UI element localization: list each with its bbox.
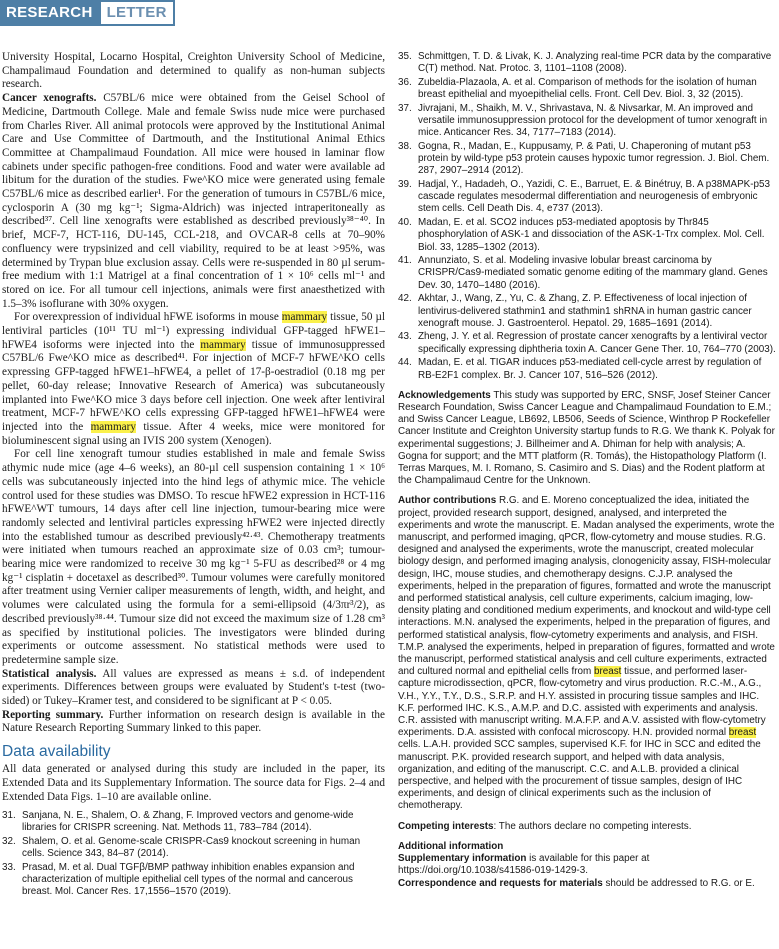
overexpression-text-b: tissue, 50 µl lentiviral particles (10¹¹ TU ml⁻¹) expressing individual GFP-tagged hFWE1–hFWE4 isoforms were injected into the [2,311,385,351]
reference-item [2,836,385,860]
overexpression-text-d: tissue. After 4 weeks, mice were monitored for bioluminescent signal using an IVIS 200 system (Xenogen). [2,420,386,447]
reference-number: 44. [398,357,412,369]
highlight-breast-1: breast [593,666,622,678]
reference-text: Shalem, O. et al. Genome-scale CRISPR-Cas9 knockout screening in human cells. Science 343, 84–87 (2014). [22,836,361,860]
reference-number: 37. [398,102,412,114]
competing-interests-text: : The authors declare no competing interests. [493,820,692,832]
journal-header [0,0,175,26]
reference-text: Zubeldia-Plazaola, A. et al. Comparison of methods for the isolation of human breast epithelial and myoepithelial cells. Front. Cell Dev. Biol. 3, 32 (2015). [418,76,757,101]
left-column [2,51,385,900]
reference-number: 35. [398,51,412,62]
reference-item [398,141,776,178]
author-contributions-title: Author contributions [398,495,497,507]
research-label: RESEARCH [0,0,99,26]
reference-item [2,810,385,834]
reference-number: 33. [2,862,16,874]
author-contributions-text-a: R.G. and E. Moreno conceptualized the idea, initiated the project, provided research support, designed, analysed, and interpreted the experiments and wrote the manuscript. E. Madan analysed the experiments, wrote the manuscript, and performed imaging, qPCR, flow-cytometry and mouse studies. R.G. designed and analysed the experiments, wrote the manuscript, created molecular biology design, and performed imaging analysis, clonogenicity assay, FISH-molecular design, IHC, mouse studies, and chemotherapy designs. C.J.P. analysed the experiments, helped in the preparation of figures, formatted and wrote the manuscript and performed statistical analysis, cell culture experiments, calcium imaging, low-density plating and conditioned medium experiments, and knockout and wild-type cell interactions. M.N. analysed the experiments, helped in the preparation of figures, and performed statistical analysis, flow-cytometry experiments and analysis, and FISH. T.M.P. analysed the experiments, helped in preparation of figures, formatted and wrote the manuscript, performed statistical analysis and cell culture experiments, extracted and cultured normal and epithelial cells from [398,495,775,678]
competing-interests-title: Competing interests [398,820,494,832]
competing-interests-block [398,821,776,833]
reference-text: Jivrajani, M., Shaikh, M. V., Shrivastava, N. & Nivsarkar, M. An improved and versatile immunosuppression protocol for the development of tumor xenograft in mice. Anticancer Res. 34, 7177–7183 (2014). [418,102,768,139]
reference-item [398,103,776,140]
statistics-paragraph [2,668,385,709]
reference-number: 38. [398,140,412,152]
reference-number: 32. [2,836,16,848]
reference-text: Schmittgen, T. D. & Livak, K. J. Analyzing real-time PCR data by the comparative C(T) method. Nat. Protoc. 3, 1101–1108 (2008). [418,51,772,75]
reporting-text: Further information on research design is available in the Nature Research Reporting Summary linked to this paper. [2,708,385,735]
highlight-mammary-2: mammary [200,338,246,351]
reference-text: Annunziato, S. et al. Modeling invasive lobular breast carcinoma by CRISPR/Cas9-mediated somatic genome editing of the mammary gland. Genes Dev. 30, 1470–1480 (2016). [418,255,768,291]
acknowledgements-block [398,390,776,488]
data-availability-text: All data generated or analysed during this study are included in the paper, its Extended Data and its Supplementary Information. The source data for Figs. 2–4 and Extended Data Figs. 1–10 are available online. [2,763,385,803]
reference-item [2,862,385,899]
methods-text [2,51,385,736]
reference-text: Prasad, M. et al. Dual TGFβ/BMP pathway inhibition enables expansion and characterization of multiple epithelial cell types of the normal and cancerous breast. Mol. Cancer Res. 17,1556–1570 (2019). [22,862,355,898]
xenografts-paragraph [2,92,385,311]
reference-number: 41. [398,255,412,267]
highlight-breast-2: breast [728,727,757,739]
reference-item [398,255,776,292]
statistics-title: Statistical analysis. [2,667,97,680]
reference-text: Madan, E. et al. SCO2 induces p53-mediated apoptosis by Thr845 phosphorylation of ASK-1 and dissociation of the ASK-1-Trx complex. Mol. Cell. Biol. 33, 1285–1302 (2013). [418,217,765,253]
right-reference-list [398,51,776,382]
author-contributions-block [398,495,776,812]
reference-text: Sanjana, N. E., Shalem, O. & Zhang, F. Improved vectors and genome-wide libraries for CRISPR screening. Nat. Methods 11, 783–784 (2014). [22,810,354,834]
additional-information-block [398,841,776,890]
author-contributions-text-c: cells. L.A.H. provided SCC samples, supervised K.F. for IHC in SCC and edited the manuscript. P.K. provided research support, and helped with data analysis, organization, and editing of the manuscript. C.C. and A.L.B. provided a clinical perspective, and helped with the procurement of tissue samples, design of IHC experiments, and design of clinical experiments such as the inclusion of chemotherapy. [398,739,761,812]
reporting-paragraph [2,709,385,736]
additional-information-title: Additional information [398,840,504,852]
reference-number: 42. [398,293,412,305]
left-reference-list [2,810,385,898]
reference-number: 39. [398,179,412,191]
highlight-mammary-1: mammary [281,311,328,324]
reference-item [398,179,776,216]
xenografts-text: C57BL/6 mice were obtained from the Geisel School of Medicine, Dartmouth College. Male and female Swiss nude mice were purchased from Charles River. All animal protocols were approved by the Institutional Animal Care and Use Committee of Dartmouth, and the Institutional Animal Ethics Committee at Champalimaud Foundation. All mice were housed in laminar flow cabinets under specific pathogen-free conditions. Food and water were available ad libitum for the duration of the studies. Fwe^KO mice were generated using female C57BL/6 mice as described earlier¹. For the generation of tumours in C57BL/6 mice, cyclosporin A (30 mg kg⁻¹; Sigma-Aldrich) was injected intraperitoneally as described³⁷. Cell line xenografts were established as described previously³⁸⁻⁴⁰. In brief, MCF-7, HCT-116, DU-145, CCL-218, and OVCAR-8 cells at 70–90% confluency were trypsinized and cell viability, required to be at least >95%, was determined by Trypan blue exclusion assay. Cells were re-suspended in 80 µl serum-free medium with 1:1 Matrigel at a final concentration of 1 × 10⁶ cells ml⁻¹ and stored on ice. For all tumour cell injections, animals were first anaesthetized with 1.5–3% isoflurane with 30% oxygen. [2,92,386,310]
reference-item [398,357,776,381]
correspondence-text: should be addressed to R.G. or E. [605,877,755,889]
acknowledgements-text: This study was supported by ERC, SNSF, Josef Steiner Cancer Research Foundation, Swiss Cancer League and Champalimaud Foundation to E.M.; and Swiss Cancer League, LB692, LB506, Seeds of Science, Winthrop P Rockefeller Cancer Institute and Creighton University startup funds to R.G. We thank K. Polyak for experimental suggestions; J. Billheimer and A. Dhiman for help with analysis; A. Gogna for support; and the MTT platform (R. Tomás), the Histopathology Platform (I. Terras Marques, M. I. Romano, S. Casimiro and S. Dias) and the Rodent platform at the Champalimaud Centre for the Unknown. [398,389,775,487]
reporting-title: Reporting summary. [2,708,104,721]
reference-number: 31. [2,810,16,822]
letter-label: LETTER [99,0,175,26]
methods-intro-tail: University Hospital, Locarno Hospital, Creighton University School of Medicine, Champalimaud Foundation and determined to qualify as non-human subjects research. [2,51,385,91]
reference-text: Gogna, R., Madan, E., Kuppusamy, P. & Pati, U. Chaperoning of mutant p53 protein by wild-type p53 protein causes hypoxic tumor regression. J. Biol. Chem. 287, 2907–2914 (2012). [418,140,770,177]
reference-text: Zheng, J. Y. et al. Regression of prostate cancer xenografts by a lentiviral vector specifically expressing diphtheria toxin A. Cancer Gene Ther. 10, 764–770 (2003). [418,331,776,355]
overexpression-text-a: For overexpression of individual hFWE isoforms in mouse [14,311,282,324]
reference-item [398,51,776,75]
reference-item [398,77,776,101]
overexpression-paragraph [2,311,385,448]
statistics-text: All values are expressed as means ± s.d. of independent experiments. Differences between groups were evaluated by Student's t-test (two-sided) or Tukey–Kramer test, and considered to be significant at P < 0.05. [2,667,385,708]
right-column [398,51,776,890]
supplementary-info-text: is available for this paper at https://doi.org/10.1038/s41586-019-1429-3. [398,853,650,877]
cell-line-paragraph: For cell line xenograft tumour studies established in male and female Swiss athymic nude mice (age 4–6 weeks), an 80-µl cell suspension containing 1 × 10⁶ cells was subcutaneously injected into the hind legs of athymic mice. The vehicle control used for these studies was DMSO. To rescue hFWE2 expression in HCT-116 hFWE^WT tumours, 14 days after cell line injection, tumour-bearing mice were randomly selected and lentiviral particles expressing hFWE2 were injected directly into the established tumour as described previously⁴²·⁴³. Chemotherapy treatments were initiated when tumours reached an approximate size of 0.03 cm³; tumour-bearing mice were randomized to receive 30 mg kg⁻¹ 5-FU as described²⁸ or 4 mg kg⁻¹ cisplatin + docetaxel as described³⁰. Tumour volumes were carefully monitored after treatment using Vernier caliper measurements of length, width, and height, and volumes were calculated using the formula for a semi-ellipsoid (4/3πr³/2), as described previously³⁸·⁴⁴. Tumour size did not exceed the maximum size of 1.28 cm³ as specified by institutional policies. The investigators were blinded during experiments or outcome assessment. No statistical methods were used to predetermine sample size. [2,448,385,666]
reference-text: Hadjal, Y., Hadadeh, O., Yazidi, C. E., Barruet, E. & Binétruy, B. A p38MAPK-p53 cascade regulates mesodermal differentiation and neurogenesis of embryonic stem cells. Cell Death Dis. 4, e737 (2013). [418,179,771,215]
xenografts-title: Cancer xenografts. [2,92,97,105]
highlight-mammary-3: mammary [90,420,136,433]
reference-number: 40. [398,217,412,229]
reference-text: Akhtar, J., Wang, Z., Yu, C. & Zhang, Z. P. Effectiveness of local injection of lentivirus-delivered stathmin1 and stathmin1 shRNA in human gastric cancer xenograft mouse. J. Gastroenterol. Hepatol. 29, 1685–1691 (2014). [418,293,752,329]
acknowledgements-title: Acknowledgements [398,389,491,401]
supplementary-info-title: Supplementary information [398,853,527,865]
reference-text: Madan, E. et al. TIGAR induces p53-mediated cell-cycle arrest by regulation of RB-E2F1 complex. Br. J. Cancer 107, 516–526 (2012). [418,357,762,381]
reference-number: 36. [398,76,412,88]
correspondence-title: Correspondence and requests for materials [398,877,603,889]
reference-number: 43. [398,331,412,343]
author-contributions-text-b: tissue, and performed laser-capture microdissection, qPCR, flow-cytometry and virus production. R.C.-M., A.G., V.H., Y.Y., T.Y., D.S., S.R.P. and H.Y. assisted in procuring tissue samples and IHC. K.F. performed IHC. K.S., A.M.P. and D.C. assisted with experiments and analysis. C.R. assisted with manuscript writing. M.A.F.P. and A.V. assisted with flow-cytometry experiments. D.A. assisted with confocal microscopy. H.N. provided normal [398,666,766,739]
reference-item [398,293,776,330]
data-availability-heading: Data availability [2,743,111,761]
reference-item [398,331,776,355]
overexpression-text-c: tissue of immunosuppressed C57BL/6 Fwe^KO mice as described⁴¹. For injection of MCF-7 hFWE^KO cells expressing GFP-tagged hFWE1–hFWE4, a pellet of 17-β-oestradiol (0.18 mg per pellet, 60-day release; Innovative Research of America) was subcutaneously implanted into Fwe^KO mice 3 days before cell injection. One week after lentiviral treatment, MCF-7 hFWE^KO cells expressing GFP-tagged hFWE1–hFWE4 were injected into the [2,338,385,433]
reference-item [398,217,776,254]
